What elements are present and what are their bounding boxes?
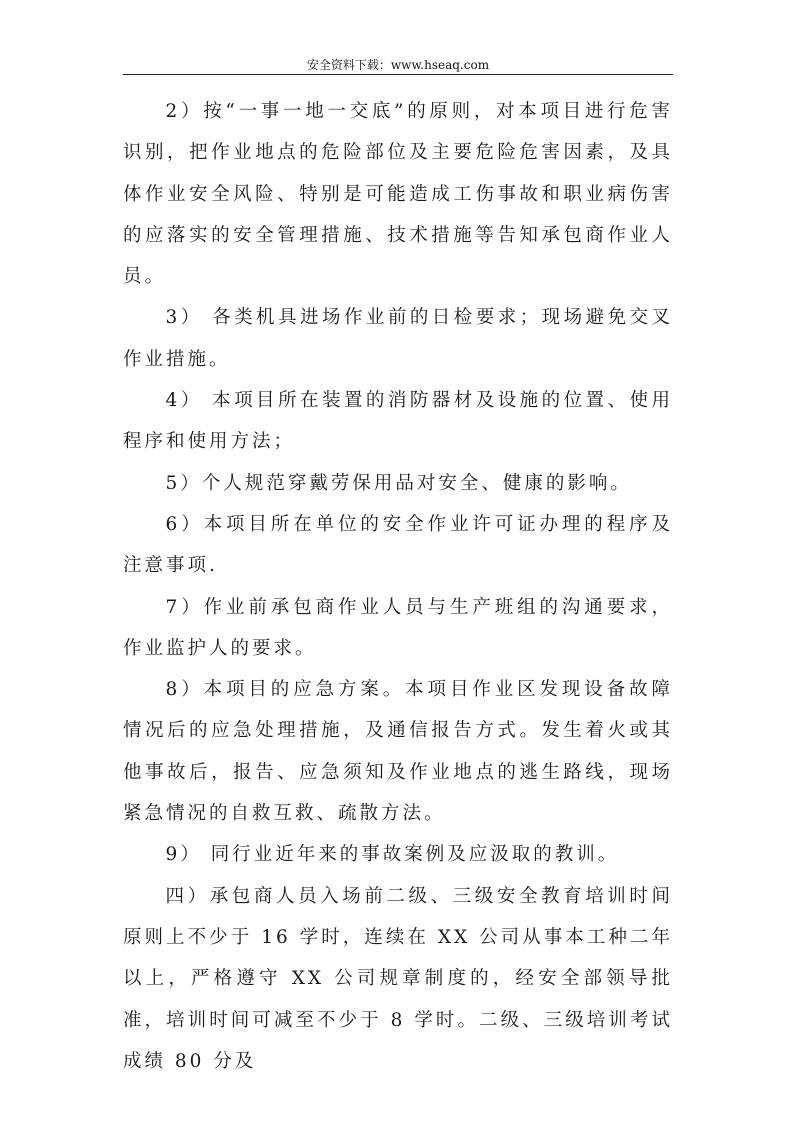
paragraph-item-9: 9） 同行业近年来的事故案例及应汲取的教训。: [165, 844, 620, 866]
paragraph-item-4: 4） 本项目所在装置的消防器材及设施的位置、使用程序和使用方法；: [123, 390, 673, 453]
document-body: [123, 91, 673, 1082]
paragraph-item-2: 2）按“一事一地一交底”的原则，对本项目进行危害识别，把作业地点的危险部位及主要危险危害因素，及具体作业安全风险、特别是可能造成工伤事故和职业病伤害的应落实的安全管理措施、技术措施等告知承包商作业人员。: [123, 101, 673, 288]
paragraph-item-5: 5）个人规范穿戴劳保用品对安全、健康的影响。: [165, 472, 632, 494]
paragraph-item-3: 3） 各类机具进场作业前的日检要求；现场避免交叉作业措施。: [123, 307, 673, 370]
paragraph-item-6: 6）本项目所在单位的安全作业许可证办理的程序及注意事项.: [123, 513, 673, 577]
page-header: 安全资料下载：www.hseaq.com: [306, 58, 490, 72]
paragraph-item-7: 7）作业前承包商作业人员与生产班组的沟通要求，作业监护人的要求。: [123, 596, 673, 659]
paragraph-section-4: 四）承包商人员入场前二级、三级安全教育培训时间原则上不少于 16 学时，连续在 XX 公司从事本工种二年以上，严格遵守 XX 公司规章制度的，经安全部领导批准，培训时间可减至不少于 8 学时。二级、三级培训考试成绩 80 分及: [123, 885, 673, 1072]
paragraph-item-8: 8）本项目的应急方案。本项目作业区发现设备故障情况后的应急处理措施，及通信报告方式。发生着火或其他事故后，报告、应急须知及作业地点的逃生路线，现场紧急情况的自救互救、疏散方法。: [123, 679, 673, 825]
header-divider: [123, 74, 673, 75]
